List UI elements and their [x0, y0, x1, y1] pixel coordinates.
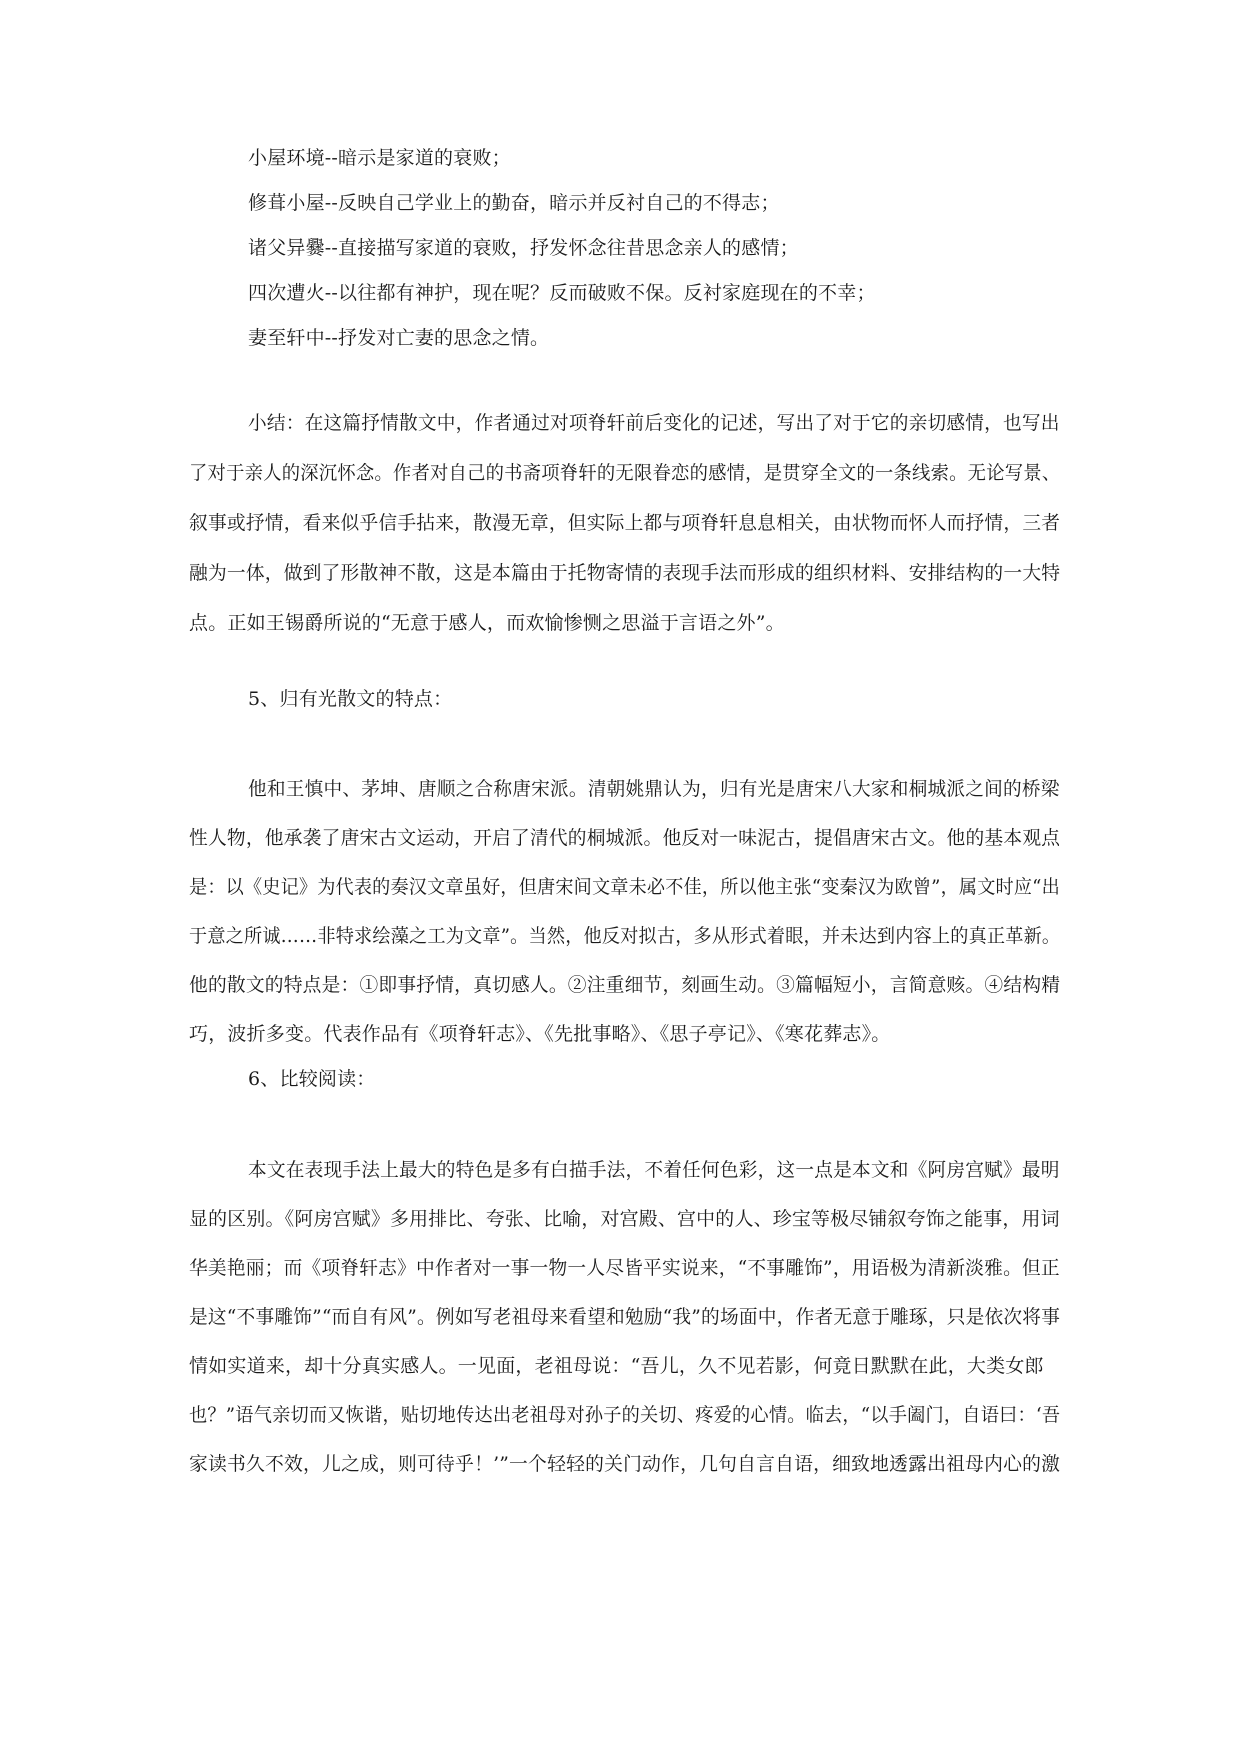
section6-line: 也？”语气亲切而又恢谐，贴切地传达出老祖母对孙子的关切、疼爱的心情。临去，“以手阖门，自语曰：‘吾 — [189, 1404, 1061, 1426]
analysis-item: 四次遭火--以往都有神护，现在呢？反而破败不保。反衬家庭现在的不幸； — [248, 282, 876, 304]
section6-line: 本文在表现手法上最大的特色是多有白描手法，不着任何色彩，这一点是本文和《阿房宫赋》最明 — [248, 1159, 1060, 1181]
summary-line: 融为一体，做到了形散神不散，这是本篇由于托物寄情的表现手法而形成的组织材料、安排结构的一大特 — [189, 562, 1061, 584]
section-heading-5: 5、归有光散文的特点： — [248, 688, 453, 710]
section6-line: 显的区别。《阿房宫赋》多用排比、夸张、比喻，对宫殿、宫中的人、珍宝等极尽铺叙夸饰之能事，用词 — [189, 1208, 1060, 1230]
summary-line: 了对于亲人的深沉怀念。作者对自己的书斋项脊轩的无限眷恋的感情，是贯穿全文的一条线索。无论写景、 — [189, 462, 1061, 484]
section5-line: 他的散文的特点是：①即事抒情，真切感人。②注重细节，刻画生动。③篇幅短小，言简意赅。④结构精 — [189, 974, 1061, 996]
section5-line: 性人物，他承袭了唐宋古文运动，开启了清代的桐城派。他反对一味泥古，提倡唐宋古文。他的基本观点 — [189, 827, 1061, 849]
section5-line: 他和王慎中、茅坤、唐顺之合称唐宋派。清朝姚鼎认为，归有光是唐宋八大家和桐城派之间的桥梁 — [248, 778, 1060, 800]
analysis-item: 小屋环境--暗示是家道的衰败； — [248, 147, 511, 169]
analysis-item: 妻至轩中--抒发对亡妻的思念之情。 — [248, 327, 550, 349]
section6-line: 是这“不事雕饰”“而自有风”。例如写老祖母来看望和勉励“我”的场面中，作者无意于雕琢，只是依次将事 — [189, 1306, 1061, 1328]
section5-line: 巧，波折多变。代表作品有《项脊轩志》、《先批事略》、《思子亭记》、《寒花葬志》。 — [189, 1023, 891, 1045]
section6-line: 家读书久不效，儿之成，则可待乎！’”一个轻轻的关门动作，几句自言自语，细致地透露出祖母内心的激 — [189, 1453, 1061, 1475]
section6-line: 华美艳丽；而《项脊轩志》中作者对一事一物一人尽皆平实说来，“不事雕饰”，用语极为清新淡雅。但正 — [189, 1257, 1060, 1279]
section5-line: 于意之所诚……非特求绘藻之工为文章”。当然，他反对拟古，多从形式着眼，并未达到内容上的真正革新。 — [189, 925, 1061, 947]
analysis-item: 修葺小屋--反映自己学业上的勤奋，暗示并反衬自己的不得志； — [248, 192, 780, 214]
analysis-item: 诸父异爨--直接描写家道的衰败，抒发怀念往昔思念亲人的感情； — [248, 237, 799, 259]
section-heading-6: 6、比较阅读： — [248, 1068, 376, 1090]
summary-line: 小结：在这篇抒情散文中，作者通过对项脊轩前后变化的记述，写出了对于它的亲切感情，也写出 — [248, 412, 1060, 434]
summary-line: 叙事或抒情，看来似乎信手拈来，散漫无章，但实际上都与项脊轩息息相关，由状物而怀人而抒情，三者 — [189, 512, 1061, 534]
section6-line: 情如实道来，却十分真实感人。一见面，老祖母说：“吾儿，久不见若影，何竟日默默在此，大类女郎 — [189, 1355, 1044, 1377]
section5-line: 是：以《史记》为代表的奏汉文章虽好，但唐宋间文章未必不佳，所以他主张“变秦汉为欧曾”，属文时应“出 — [189, 876, 1060, 898]
summary-line: 点。正如王锡爵所说的“无意于感人，而欢愉惨恻之思溢于言语之外”。 — [189, 612, 785, 634]
